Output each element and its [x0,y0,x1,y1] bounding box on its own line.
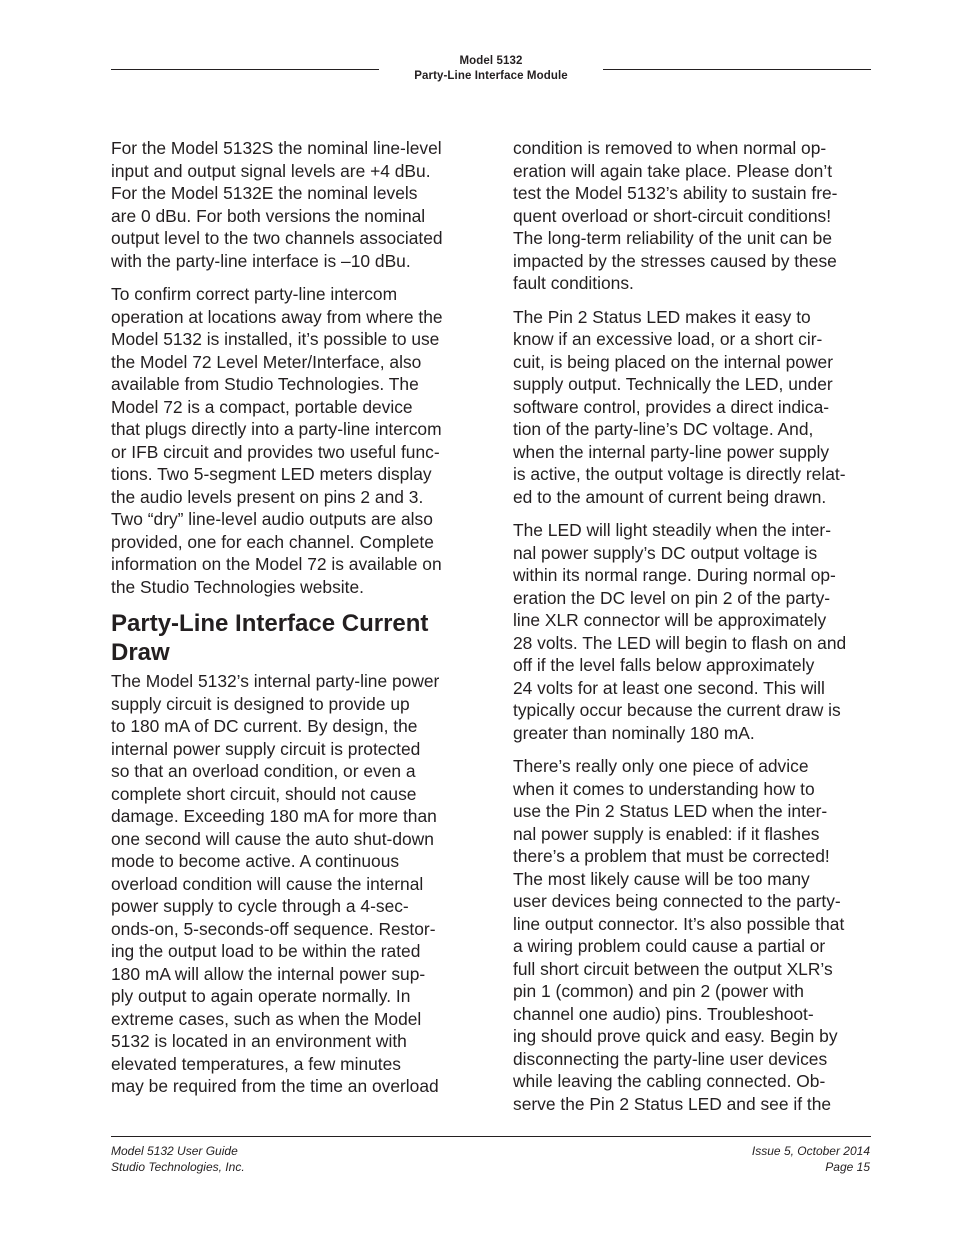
text-line: To confirm correct party-line intercom [111,284,398,304]
text-line: 5132 is located in an environment with [111,1031,407,1051]
text-line: the audio levels present on pins 2 and 3. [111,486,424,507]
text-line: so that an overload condition, or even a [111,761,416,781]
text-line: complete short circuit, should not cause [111,783,417,804]
text-line: Party-Line Interface Current [111,610,429,637]
paragraph-current-draw [111,670,473,1098]
text-line: There’s really only one piece of advice [513,756,809,776]
text-line: Two “dry” line-level audio outputs are also [111,509,433,529]
paragraph-model-72 [111,283,473,598]
text-line: overload condition will cause the internal [111,873,424,894]
text-line: mode to become active. A continuous [111,851,400,871]
text-line: impacted by the stresses caused by these [513,250,837,271]
text-line: nal power supply’s DC output voltage is [513,542,818,563]
text-line: know if an excessive load, or a short cir- [513,329,823,349]
text-line: 24 volts for at least one second. This will [513,677,825,698]
header-model: Model 5132 [459,55,523,67]
text-line: eration the DC level on pin 2 of the party- [513,587,831,608]
text-line: a wiring problem could cause a partial or [513,936,826,956]
text-line: that plugs directly into a party-line intercom [111,419,442,439]
footer-left [111,1143,245,1175]
left-column [111,137,473,1109]
text-line: when it comes to understanding how to [513,778,815,799]
text-line: within its normal range. During normal op- [513,565,836,585]
text-line: supply output. Technically the LED, under [513,374,833,394]
text-line: power supply to cycle through a 4-sec- [111,896,409,916]
footer-issue: Issue 5, October 2014 [751,1144,870,1158]
text-line: are 0 dBu. For both versions the nominal [111,205,426,226]
text-line: operation at locations away from where the [111,306,443,327]
text-line: For the Model 5132E the nominal levels [111,183,418,203]
text-line: greater than nominally 180 mA. [513,722,755,743]
section-heading-current-draw [111,609,473,667]
text-line: tions. Two 5-segment LED meters display [111,464,432,484]
footer-right [752,1143,870,1175]
paragraph-led-behavior [513,519,875,744]
text-line: The Model 5132’s internal party-line power [111,671,440,691]
text-line: software control, provides a direct indica- [513,396,830,417]
text-line: elevated temperatures, a few minutes [111,1053,401,1074]
text-line: serve the Pin 2 Status LED and see if the [513,1093,832,1114]
text-line: extreme cases, such as when the Model [111,1008,422,1029]
text-line: one second will cause the auto shut-down [111,828,434,849]
header-rule-left [111,69,379,70]
text-line: quent overload or short-circuit conditions! [513,205,832,226]
text-line: pin 1 (common) and pin 2 (power with [513,981,804,1001]
text-line: while leaving the cabling connected. Ob- [513,1071,826,1091]
text-line: For the Model 5132S the nominal line-level [111,138,442,158]
text-line: internal power supply circuit is protected [111,738,421,759]
text-line: user devices being connected to the party- [513,891,841,911]
right-column [513,137,875,1126]
text-line: fault conditions. [513,273,634,293]
text-line: cuit, is being placed on the internal power [513,351,833,372]
text-line: is active, the output voltage is directly relat- [513,464,846,484]
text-line: when the internal party-line power supply [513,441,830,462]
text-line: typically occur because the current draw is [513,700,841,720]
text-line: available from Studio Technologies. The [111,374,419,394]
text-line: The Pin 2 Status LED makes it easy to [513,306,811,327]
paragraph-advice [513,755,875,1115]
text-line: ing should prove quick and easy. Begin by [513,1026,838,1046]
text-line: 28 volts. The LED will begin to flash on and [513,632,847,653]
running-header [379,54,603,84]
text-line: there’s a problem that must be corrected! [513,846,830,866]
text-line: the Studio Technologies website. [111,576,364,597]
text-line: ply output to again operate normally. In [111,986,411,1006]
text-line: The LED will light steadily when the inter- [513,520,832,540]
text-line: off if the level falls below approximately [513,655,815,675]
footer-company: Studio Technologies, Inc. [111,1160,245,1174]
text-line: ing the output load to be within the rated [111,941,421,961]
text-line: onds-on, 5-seconds-off sequence. Restor- [111,918,436,939]
text-line: Model 72 is a compact, portable device [111,396,413,417]
header-rule-right [603,69,871,70]
text-line: channel one audio) pins. Troubleshoot- [513,1003,814,1024]
text-line: tion of the party-line’s DC voltage. And, [513,419,814,439]
text-line: output level to the two channels associated [111,228,443,248]
text-line: the Model 72 Level Meter/Interface, also [111,351,422,372]
text-line: Model 5132 is installed, it’s possible to use [111,329,440,349]
paragraph-overload-removal [513,137,875,295]
text-line: use the Pin 2 Status LED when the inter- [513,801,828,821]
text-line: 180 mA will allow the internal power sup- [111,963,426,984]
text-line: Draw [111,639,170,666]
text-line: provided, one for each channel. Complete [111,531,434,552]
header-module: Party-Line Interface Module [414,70,568,82]
text-line: with the party-line interface is –10 dBu. [111,250,411,271]
text-line: input and output signal levels are +4 dBu. [111,160,431,181]
text-line: condition is removed to when normal op- [513,138,827,158]
text-line: to 180 mA of DC current. By design, the [111,716,418,736]
text-line: line XLR connector will be approximately [513,610,827,630]
paragraph-pin2-led [513,306,875,509]
text-line: may be required from the time an overload [111,1076,439,1096]
text-line: damage. Exceeding 180 mA for more than [111,806,437,826]
footer-rule [111,1136,871,1137]
text-line: disconnecting the party-line user devices [513,1048,828,1069]
text-line: supply circuit is designed to provide up [111,693,410,714]
text-line: information on the Model 72 is available on [111,554,442,574]
text-line: test the Model 5132’s ability to sustain fre- [513,183,838,203]
text-line: line output connector. It’s also possible that [513,913,845,934]
footer-page-number: Page 15 [825,1160,870,1174]
text-line: ed to the amount of current being drawn. [513,486,827,507]
text-line: or IFB circuit and provides two useful func- [111,441,440,462]
text-line: The long-term reliability of the unit can be [513,228,832,248]
footer-guide-title: Model 5132 User Guide [111,1144,238,1158]
text-line: eration will again take place. Please don’t [513,160,833,181]
paragraph-nominal-levels [111,137,473,272]
text-line: full short circuit between the output XLR’s [513,958,833,979]
text-line: nal power supply is enabled: if it flashes [513,823,820,844]
text-line: The most likely cause will be too many [513,868,810,889]
